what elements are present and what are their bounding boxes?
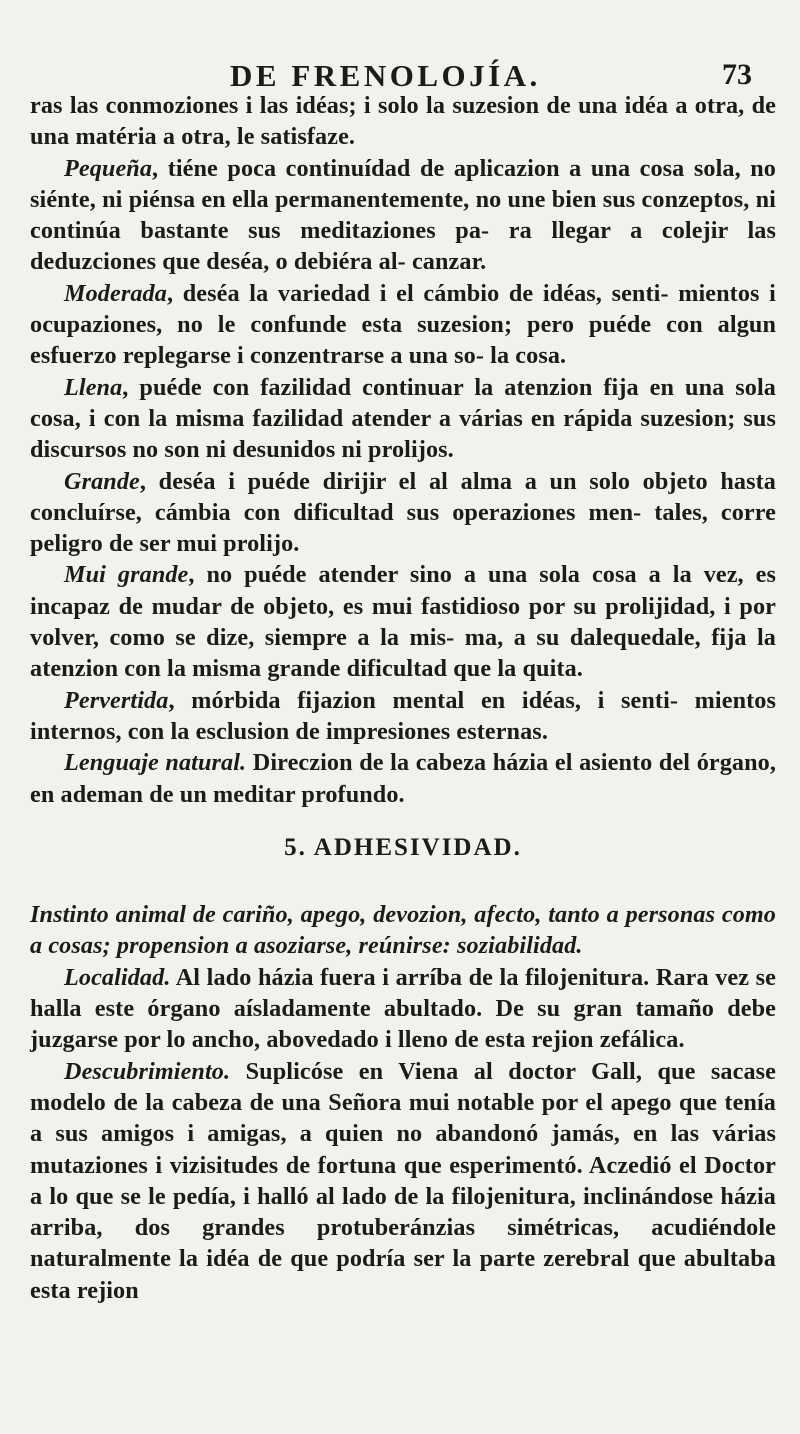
- paragraph-text: , deséa i puéde dirijir el al alma a un solo objeto hasta concluírse, cámbia con dificultad sus operaziones men- tales, corre peligro de ser mui prolijo.: [30, 467, 776, 558]
- paragraph-text: , no puéde atender sino a una sola cosa a la vez, es incapaz de mudar de objeto, es mui fastidioso por su prolijidad, i por volver, como se dize, siempre a la mis- ma, a su dalequedale, fija la atenzion con la misma grande dificultad que la quita.: [30, 561, 776, 683]
- paragraph-text: Al lado házia fuera i arríba de la filojenitura. Rara vez se halla este órgano aísladamente abultado. De su gran tamaño debe juzgarse por lo ancho, abovedado i lleno de esta rejion zefálica.: [30, 963, 776, 1054]
- paragraph-text: , puéde con fazilidad continuar la atenzion fija en una sola cosa, i con la misma fazilidad atender a várias en rápida suzesion; sus discursos no son ni desunidos ni prolijos.: [30, 373, 776, 464]
- paragraph-descubrimiento: [30, 1056, 776, 1306]
- paragraph-grande: [30, 466, 776, 560]
- paragraph-mui-grande: [30, 559, 776, 684]
- paragraph-pequena: [30, 153, 776, 278]
- paragraph-text: , deséa la variedad i el cámbio de idéas, senti- mientos i ocupaziones, no le confunde esta suzesion; pero puéde con algun esfuerzo replegarse i conzentrarse a una so- la cosa.: [30, 279, 776, 370]
- paragraph-text: , mórbida fijazion mental en idéas, i senti- mientos internos, con la esclusion de impresiones esternas.: [30, 686, 776, 745]
- paragraph-lead: Pervertida: [64, 686, 169, 714]
- section-definition: Instinto animal de cariño, apego, devozion, afecto, tanto a personas como a cosas; propension a asoziarse, reúnirse: soziabilidad.: [30, 901, 776, 960]
- paragraph-lead: Mui grande: [64, 561, 189, 589]
- paragraph-text: , tiéne poca continuídad de aplicazion a una cosa sola, no siénte, ni piénsa en ella permanentemente, no une bien sus conzeptos, ni continúa bastante sus meditaziones pa- ra llegar a colejir las deduzciones que deséa, o debiéra al- canzar.: [30, 154, 776, 276]
- running-head: [30, 44, 776, 93]
- paragraph-lead: Descubrimiento.: [64, 1057, 231, 1085]
- paragraph-lead: Localidad.: [64, 963, 171, 991]
- paragraph-continuation: [30, 90, 776, 153]
- paragraph-lead: Llena: [64, 373, 123, 401]
- body-text: [30, 90, 776, 1306]
- paragraph-localidad: [30, 962, 776, 1056]
- running-title: DE FRENOLOJÍA.: [230, 58, 541, 93]
- paragraph-lead: Pequeña: [64, 154, 153, 182]
- paragraph-lead: Moderada: [64, 279, 167, 307]
- paragraph-pervertida: [30, 685, 776, 748]
- section-heading: 5. ADHESIVIDAD.: [284, 833, 522, 861]
- paragraph-text: Direczion de la cabeza házia el asiento del órgano, en ademan de un meditar profundo.: [30, 749, 777, 808]
- paragraph-text: ras las conmoziones i las idéas; i solo la suzesion de una idéa a otra, de una matéria a otra, le satisfaze.: [30, 92, 776, 151]
- page-number: 73: [722, 58, 752, 91]
- paragraph-lead: Grande: [64, 467, 140, 495]
- paragraph-llena: [30, 372, 776, 466]
- paragraph-lenguaje-natural: [30, 747, 776, 810]
- paragraph-moderada: [30, 278, 776, 372]
- paragraph-text: Suplicóse en Viena al doctor Gall, que sacase modelo de la cabeza de una Señora mui notable por el apego que tenía a sus amigos i amigas, a quien no abandonó jamás, en las várias mutaziones i vizisitudes de fortuna que esperimentó. Aczedió el Doctor a lo que se le pedía, i halló al lado de la filojenitura, inclinándose házia arriba, dos grandes protuberánzias simétricas, acudiéndole naturalmente la idéa de que podría ser la parte zerebral que abultaba esta rejion: [30, 1057, 776, 1304]
- paragraph-lead: Lenguaje natural.: [64, 749, 247, 777]
